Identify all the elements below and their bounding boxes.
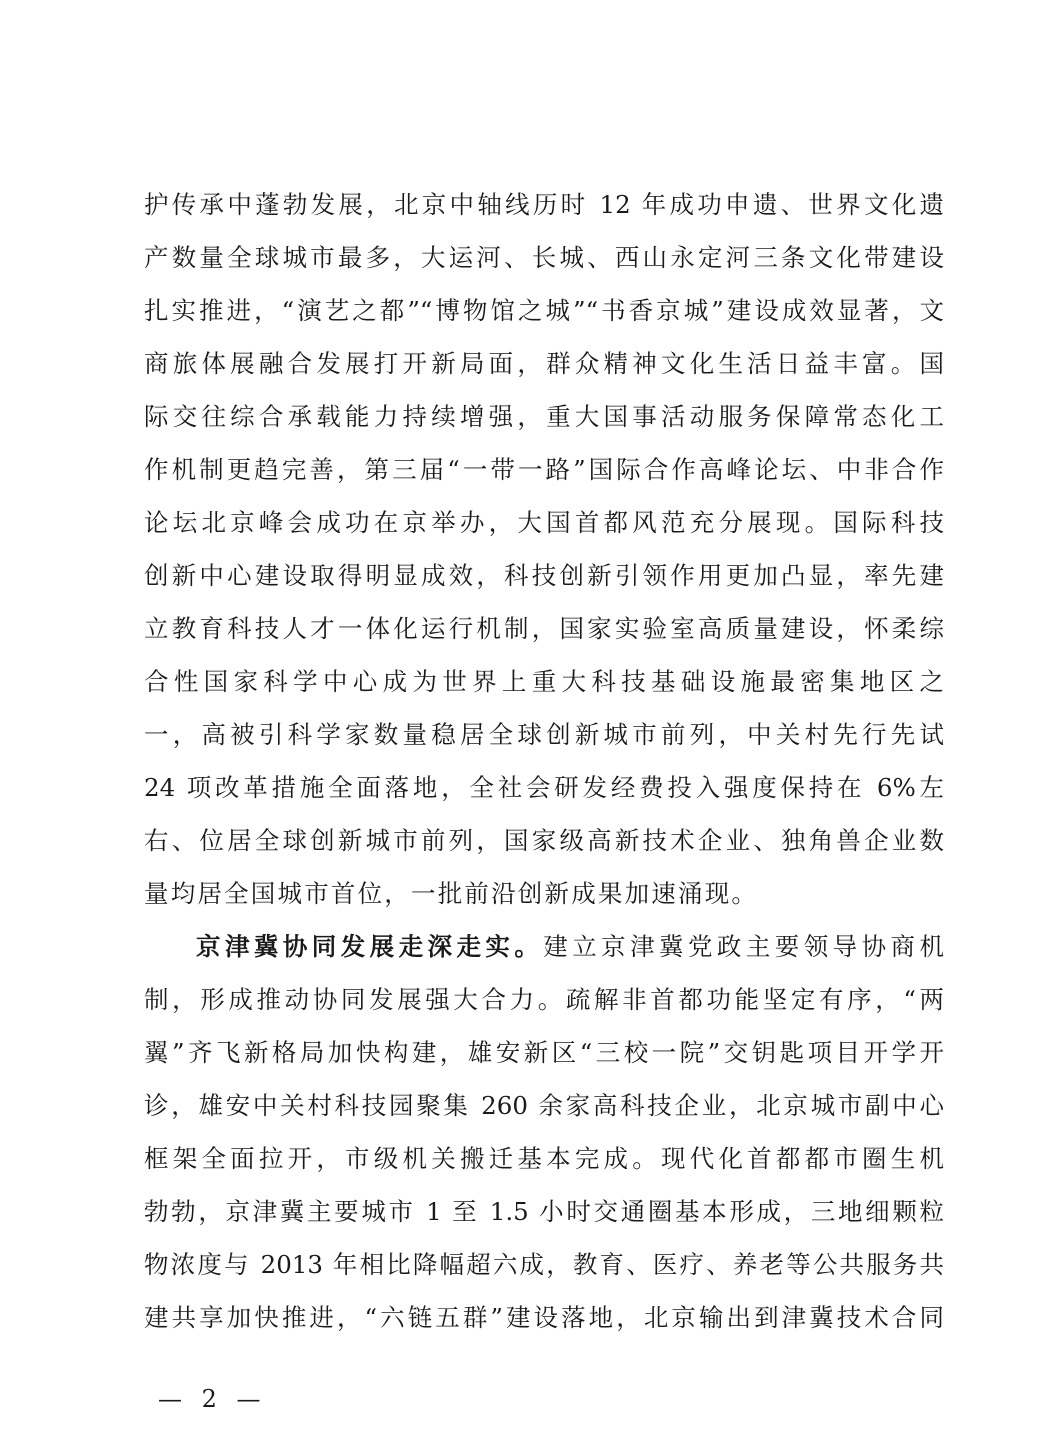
text-line: 框架全面拉开，市级机关搬迁基本完成。现代化首都都市圈生机 [144,1144,944,1173]
text-line: 论坛北京峰会成功在京举办，大国首都风范充分展现。国际科技 [144,508,944,537]
text-line: 24 项改革措施全面落地，全社会研发经费投入强度保持在 6%左 [144,773,944,802]
paragraph-2 [144,920,944,1344]
text-line: 物浓度与 2013 年相比降幅超六成，教育、医疗、养老等公共服务共 [144,1250,944,1279]
text-line: 诊，雄安中关村科技园聚集 260 余家高科技企业，北京城市副中心 [144,1091,944,1120]
text-line: 制，形成推动协同发展强大合力。疏解非首都功能坚定有序，“两 [144,985,944,1014]
text-line: 创新中心建设取得明显成效，科技创新引领作用更加凸显，率先建 [144,561,944,590]
text-line: 扎实推进，“演艺之都”“博物馆之城”“书香京城”建设成效显著，文 [144,296,944,325]
text-line: 立教育科技人才一体化运行机制，国家实验室高质量建设，怀柔综 [144,614,944,643]
text-line: 产数量全球城市最多，大运河、长城、西山永定河三条文化带建设 [144,243,944,272]
text-line: 际交往综合承载能力持续增强，重大国事活动服务保障常态化工 [144,402,944,431]
text-line: 量均居全国城市首位，一批前沿创新成果加速涌现。 [144,879,759,908]
text-line [144,920,944,973]
text-line: 护传承中蓬勃发展，北京中轴线历时 12 年成功申遗、世界文化遗 [144,190,944,219]
paragraph-heading: 京津冀协同发展走深走实。 [196,932,544,961]
text-line: 合性国家科学中心成为世界上重大科技基础设施最密集地区之 [144,667,944,696]
body-text [144,178,944,1344]
text-line: 右、位居全球创新城市前列，国家级高新技术企业、独角兽企业数 [144,826,944,855]
text-line: 翼”齐飞新格局加快构建，雄安新区“三校一院”交钥匙项目开学开 [144,1038,944,1067]
text-line: 建共享加快推进，“六链五群”建设落地，北京输出到津冀技术合同 [144,1303,944,1332]
text-line: 一，高被引科学家数量稳居全球创新城市前列，中关村先行先试 [144,720,944,749]
text-run: 建立京津冀党政主要领导协商机 [543,932,944,961]
text-line: 作机制更趋完善，第三届“一带一路”国际合作高峰论坛、中非合作 [144,455,944,484]
text-line: 商旅体展融合发展打开新局面，群众精神文化生活日益丰富。国 [144,349,944,378]
text-line: 勃勃，京津冀主要城市 1 至 1.5 小时交通圈基本形成，三地细颗粒 [144,1197,944,1226]
page-number: — 2 — [158,1385,267,1413]
paragraph-1 [144,178,944,920]
